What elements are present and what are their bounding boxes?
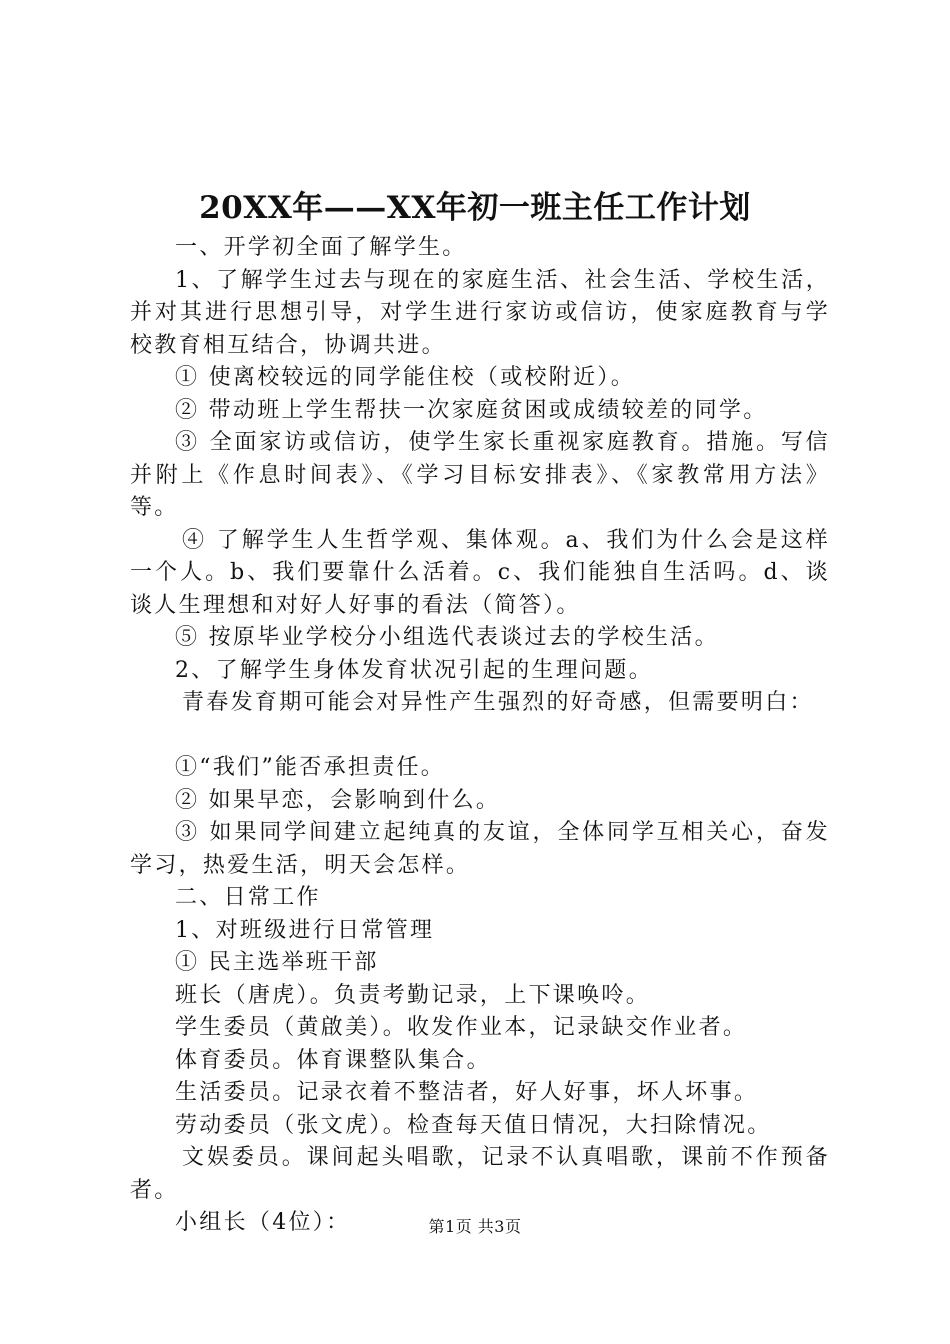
list-item: ⑤ 按原毕业学校分小组选代表谈过去的学校生活。 (175, 625, 719, 650)
paragraph: 2、了解学生身体发育状况引起的生理问题。 (175, 657, 653, 683)
list-item: ①“我们”能否承担责任。 (175, 755, 446, 780)
paragraph: 青春发育期可能会对异性产生强烈的好奇感，但需要明白： (182, 690, 814, 715)
list-item: ④ 了解学生人生哲学观、集体观。a、我们为什么会是这样一个人。b、我们要靠什么活着。c、我们能独自生活吗。d、谈谈人生理想和对好人好事的看法（简答）。 (130, 527, 830, 618)
paragraph: 班长（唐虎）。负责考勤记录，上下课唤呤。 (175, 982, 651, 1008)
document-title: 20XX年——XX年初一班主任工作计划 (199, 190, 751, 226)
list-item: ② 如果早恋，会影响到什么。 (175, 787, 501, 813)
section-heading: 二、日常工作 (175, 885, 321, 910)
paragraph: 1、对班级进行日常管理 (175, 917, 435, 943)
paragraph: 生活委员。记录衣着不整洁者，好人好事，坏人坏事。 (175, 1080, 759, 1105)
paragraph: 体育委员。体育课整队集合。 (175, 1047, 491, 1073)
paragraph: 1、了解学生过去与现在的家庭生活、社会生活、学校生活，并对其进行思想引导，对学生进行家访或信访，使家庭教育与学校教育相互结合，协调共进。 (130, 267, 830, 358)
paragraph: 学生委员（黄啟美）。收发作业本，记录缺交作业者。 (175, 1015, 748, 1040)
list-item: ③ 如果同学间建立起纯真的友谊，全体同学互相关心，奋发学习，热爱生活，明天会怎样。 (130, 820, 830, 878)
document-body (130, 232, 830, 1240)
page-footer: 第1页 共3页 (428, 1217, 522, 1236)
paragraph: 文娱委员。课间起头唱歌，记录不认真唱歌，课前不作预备者。 (130, 1145, 830, 1203)
section-heading: 一、开学初全面了解学生。 (175, 235, 467, 260)
paragraph: 小组长（4位）： (175, 1210, 351, 1235)
list-item: ③ 全面家访或信访，使学生家长重视家庭教育。措施。写信并附上《作息时间表》、《学习目标安排表》、《家教常用方法》等。 (130, 430, 830, 520)
paragraph: 劳动委员（张文虎）。检查每天值日情况，大扫除情况。 (175, 1112, 772, 1138)
list-item: ① 民主选举班干部 (175, 950, 379, 975)
list-item: ① 使离校较远的同学能住校（或校附近）。 (175, 365, 635, 390)
list-item: ② 带动班上学生帮扶一次家庭贫困或成绩较差的同学。 (175, 397, 768, 423)
blank-line (130, 720, 830, 753)
